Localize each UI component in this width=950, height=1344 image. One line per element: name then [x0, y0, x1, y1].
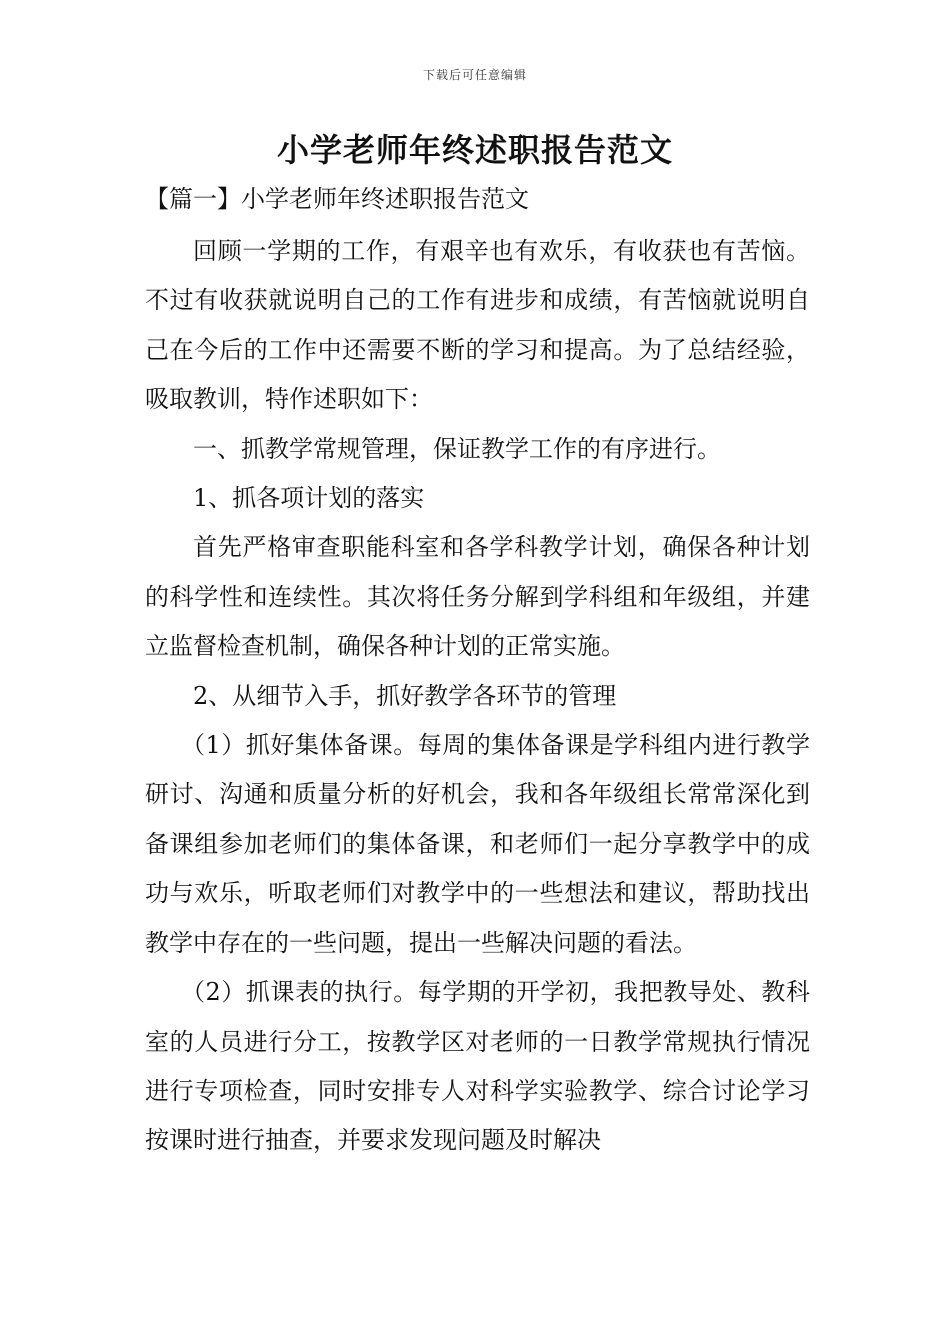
- header-note: 下载后可任意编辑: [422, 68, 527, 82]
- section-heading: 【篇一】小学老师年终述职报告范文: [145, 185, 529, 213]
- collective-prep-paragraph: （1）抓好集体备课。每周的集体备课是学科组内进行教学研讨、沟通和质量分析的好机会，我和各年级组长常常深化到备课组参加老师们的集体备课，和老师们一起分享教学中的成功与欢乐，听取老师们对教学中的一些想法和建议，帮助找出教学中存在的一些问题，提出一些解决问题的看法。: [145, 731, 810, 957]
- plans-paragraph: 首先严格审查职能科室和各学科教学计划，确保各种计划的科学性和连续性。其次将任务分解到学科组和年级组，并建立监督检查机制，确保各种计划的正常实施。: [145, 533, 810, 661]
- schedule-paragraph: （2）抓课表的执行。每学期的开学初，我把教导处、教科室的人员进行分工，按教学区对老师的一日教学常规执行情况进行专项检查，同时安排专人对科学实验教学、综合讨论学习按课时进行抽查，并要求发现问题及时解决: [145, 978, 810, 1155]
- subheading-details: 2、从细节入手，抓好教学各环节的管理: [193, 681, 617, 710]
- intro-paragraph: 回顾一学期的工作，有艰辛也有欢乐，有收获也有苦恼。不过有收获就说明自己的工作有进步和成绩，有苦恼就说明自己在今后的工作中还需要不断的学习和提高。为了总结经验，吸取教训，特作述职如下：: [145, 237, 810, 414]
- document-body: [145, 227, 810, 1166]
- heading-one: 一、抓教学常规管理，保证教学工作的有序进行。: [193, 434, 721, 463]
- document-title: 小学老师年终述职报告范文: [276, 131, 673, 169]
- subheading-plans: 1、抓各项计划的落实: [193, 484, 425, 513]
